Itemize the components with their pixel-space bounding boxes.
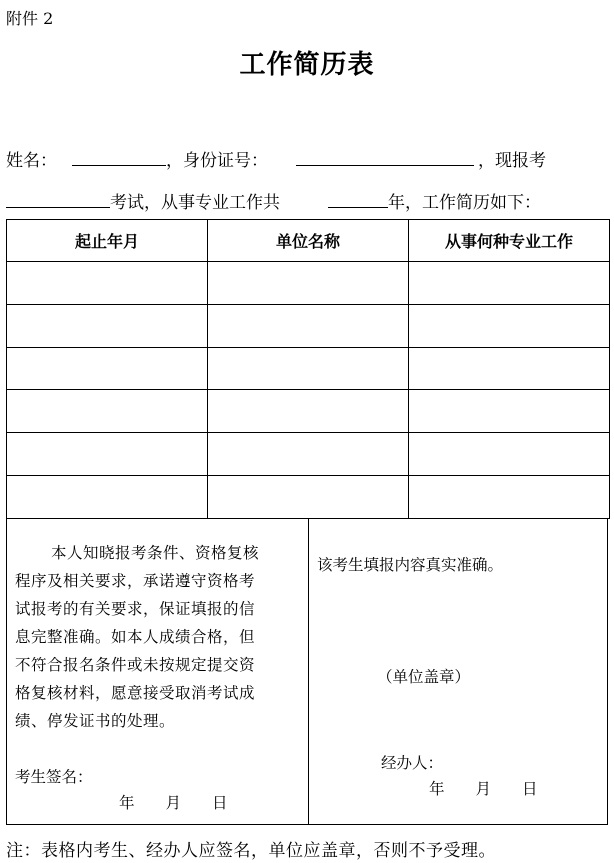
table-cell[interactable] <box>7 347 208 390</box>
table-row <box>7 476 610 519</box>
footnote: 注：表格内考生、经办人应签名，单位应盖章，否则不予受理。 <box>6 841 496 861</box>
table-row <box>7 262 610 305</box>
name-label: 姓名： <box>6 151 57 171</box>
table-header-row <box>7 220 610 262</box>
exam-suffix: 考试，从事专业工作共 <box>110 193 280 213</box>
table-row <box>7 347 610 390</box>
years-field[interactable] <box>328 207 388 208</box>
table-cell[interactable] <box>208 476 409 519</box>
candidate-date: 年 月 日 <box>119 794 228 812</box>
pledge-line: 绩、停发证书的处理。 <box>15 712 176 730</box>
table-cell[interactable] <box>409 390 610 433</box>
unit-seal-label: （单位盖章） <box>377 668 471 686</box>
table-cell[interactable] <box>208 304 409 347</box>
table-row <box>7 304 610 347</box>
pledge-line: 试报考的有关要求，保证填报的信 <box>15 600 256 618</box>
exam-name-field[interactable] <box>6 207 110 208</box>
handler-label: 经办人： <box>381 754 444 772</box>
table-cell[interactable] <box>409 304 610 347</box>
table-cell[interactable] <box>409 347 610 390</box>
table-cell[interactable] <box>7 390 208 433</box>
table-cell[interactable] <box>409 262 610 305</box>
pledge-line: 程序及相关要求，承诺遵守资格考 <box>15 572 256 590</box>
id-label: ，身份证号： <box>166 151 268 171</box>
table-cell[interactable] <box>208 262 409 305</box>
verify-statement: 该考生填报内容真实准确。 <box>317 556 504 574</box>
pledge-line: 不符合报名条件或未按规定提交资 <box>15 656 256 674</box>
pledge-line: 本人知晓报考条件、资格复核 <box>51 544 260 562</box>
years-suffix: 年，工作简历如下： <box>388 193 541 213</box>
table-cell[interactable] <box>208 390 409 433</box>
table-cell[interactable] <box>7 433 208 476</box>
table-cell[interactable] <box>208 433 409 476</box>
table-cell[interactable] <box>409 476 610 519</box>
table-cell[interactable] <box>208 347 409 390</box>
page-title: 工作简历表 <box>239 50 375 80</box>
pledge-line: 息完整准确。如本人成绩合格，但 <box>15 628 256 646</box>
attachment-label: 附件 2 <box>6 9 54 28</box>
table-cell[interactable] <box>7 476 208 519</box>
pledge-line: 格复核材料，愿意接受取消考试成 <box>15 684 256 702</box>
table-cell[interactable] <box>409 433 610 476</box>
column-header: 从事何种专业工作 <box>409 220 610 262</box>
work-history-table <box>6 219 610 519</box>
id-number-field[interactable] <box>296 165 474 166</box>
handler-date: 年 月 日 <box>429 780 538 798</box>
table-cell[interactable] <box>7 304 208 347</box>
table-row <box>7 433 610 476</box>
candidate-signature-label: 考生签名： <box>15 768 93 786</box>
pledge-box <box>6 518 608 825</box>
divider <box>308 519 309 824</box>
exam-label: ，现报考 <box>478 151 546 171</box>
table-row <box>7 390 610 433</box>
name-field[interactable] <box>72 165 166 166</box>
column-header: 起止年月 <box>7 220 208 262</box>
column-header: 单位名称 <box>208 220 409 262</box>
table-cell[interactable] <box>7 262 208 305</box>
